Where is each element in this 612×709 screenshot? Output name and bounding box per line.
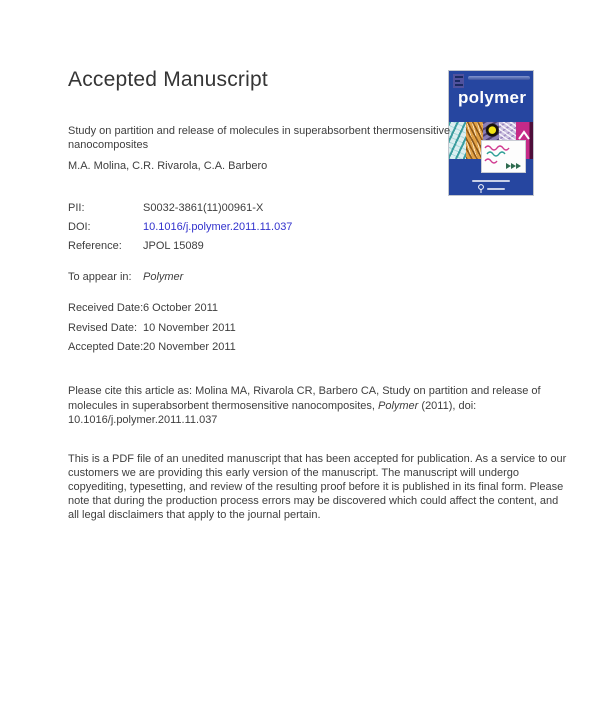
field-revised-date xyxy=(68,322,488,336)
field-to-appear-in xyxy=(68,271,488,285)
elsevier-tree-icon xyxy=(477,184,485,193)
publisher-logo-row xyxy=(449,184,533,193)
accepted-date-value: 20 November 2011 xyxy=(143,341,236,353)
pii-value: S0032-3861(11)00961-X xyxy=(143,202,264,214)
to-appear-value: Polymer xyxy=(143,271,184,283)
citation-text-part1: Please cite this article as: Molina MA, Rivarola CR, Barbero CA, Study on partition and release of molecules in superabsorbent thermosensitive nanocomposites, xyxy=(68,385,541,412)
journal-cover-thumbnail xyxy=(448,70,534,196)
logo-mark-line xyxy=(455,80,461,82)
received-date-value: 6 October 2011 xyxy=(143,302,219,314)
page-title: Accepted Manuscript xyxy=(68,68,268,91)
accepted-date-label: Accepted Date: xyxy=(68,341,144,353)
doi-label: DOI: xyxy=(68,221,91,233)
molecule-diagram xyxy=(482,141,525,172)
field-pii xyxy=(68,202,488,216)
journal-name: polymer xyxy=(458,88,527,107)
citation-note xyxy=(68,384,554,428)
citation-text-part2: (2011), doi: 10.1016/j.polymer.2011.11.037 xyxy=(68,399,477,426)
field-received-date xyxy=(68,302,488,316)
doi-link[interactable]: 10.1016/j.polymer.2011.11.037 xyxy=(143,221,293,233)
revised-date-label: Revised Date: xyxy=(68,322,138,334)
received-date-label: Received Date: xyxy=(68,302,144,314)
field-accepted-date xyxy=(68,341,488,355)
reference-label: Reference: xyxy=(68,240,122,252)
cover-top-bar xyxy=(468,76,530,80)
journal-issn-logo xyxy=(453,74,464,88)
revised-date-value: 10 November 2011 xyxy=(143,322,236,334)
field-doi xyxy=(68,221,488,235)
article-authors: M.A. Molina, C.R. Rivarola, C.A. Barbero xyxy=(68,160,268,172)
cover-footer-text-line xyxy=(472,180,510,182)
to-appear-label: To appear in: xyxy=(68,271,132,283)
field-reference xyxy=(68,240,488,254)
citation-journal-name: Polymer xyxy=(378,399,419,412)
pii-label: PII: xyxy=(68,202,85,214)
disclaimer-paragraph: This is a PDF file of an unedited manuscript that has been accepted for publication. As a service to our customers we are providing this early version of the manuscript. The manuscript will undergo copyediting, typesetting, and review of the resulting proof before it is published in its final form. Please note that during the production process errors may be discovered which could affect the content, and all legal disclaimers that apply to the journal pertain. xyxy=(68,453,567,521)
publisher-name-line xyxy=(487,188,505,190)
reference-value: JPOL 15089 xyxy=(143,240,204,252)
article-title: Study on partition and release of molecules in superabsorbent thermosensitive nanocomposites xyxy=(68,125,451,151)
logo-mark-line xyxy=(455,84,463,86)
molecule-diagram-panel xyxy=(481,140,526,173)
logo-mark-line xyxy=(455,76,463,78)
